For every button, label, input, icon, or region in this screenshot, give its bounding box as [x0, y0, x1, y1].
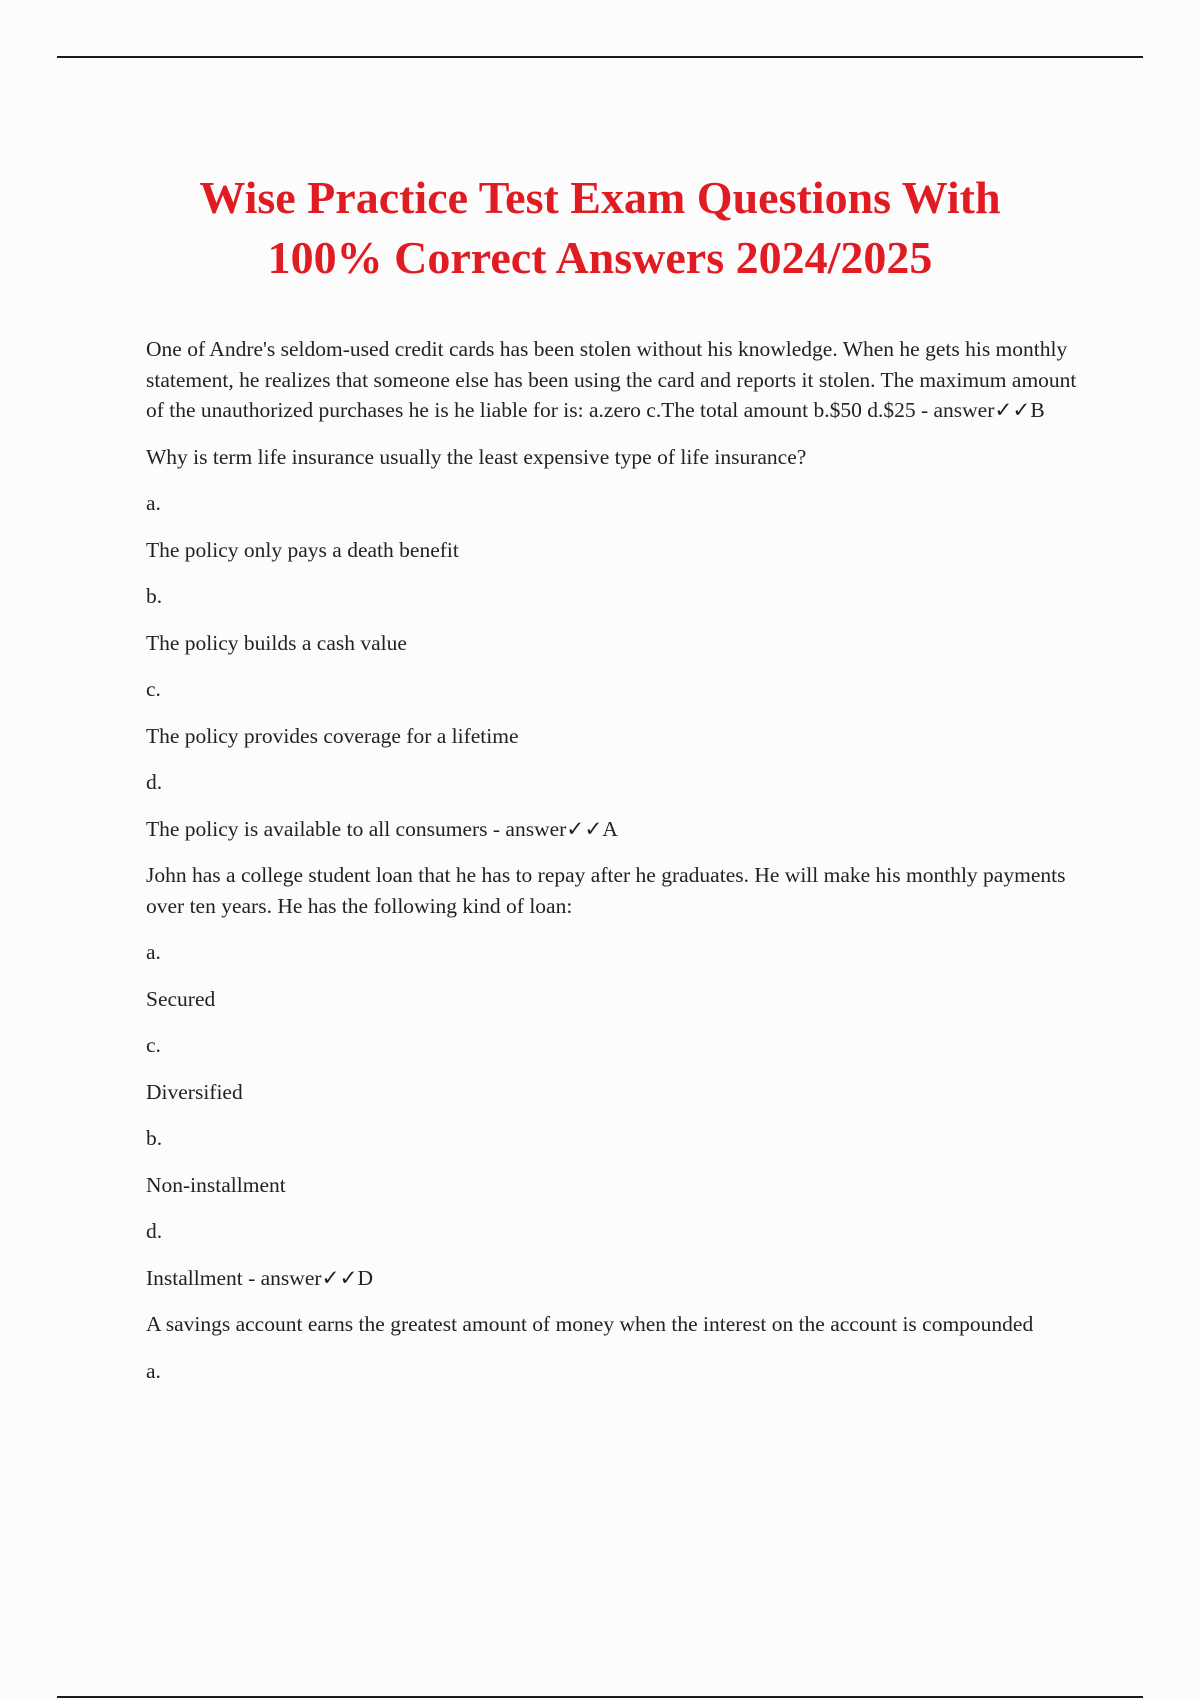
option-letter: c. — [146, 677, 161, 701]
option-text: Non-installment — [146, 1172, 286, 1197]
option-letter: a. — [146, 491, 161, 515]
title-line-2: 100% Correct Answers 2024/2025 — [267, 232, 933, 283]
document-body — [146, 334, 1096, 1402]
option-text: The policy builds a cash value — [146, 630, 407, 655]
option-text: Secured — [146, 986, 216, 1011]
document-title — [100, 168, 1100, 288]
question-1-text: One of Andre's seldom-used credit cards has been stolen without his knowledge. When he gets his monthly statement, he realizes that someone else has been using the card and reports it stolen. The maximum amount of the unauthorized purchases he is he liable for is: a.zero c.The total amount b.$50 d.$25 - answer✓✓B — [146, 337, 1077, 422]
option-text-with-answer: Installment - answer✓✓D — [146, 1265, 374, 1290]
top-rule — [57, 56, 1143, 58]
option-letter: a. — [146, 940, 161, 964]
option-letter: c. — [146, 1033, 161, 1057]
option-letter: b. — [146, 1126, 163, 1150]
bottom-rule — [57, 1696, 1143, 1698]
option-letter: b. — [146, 584, 163, 608]
option-text: Diversified — [146, 1079, 243, 1104]
option-letter: d. — [146, 770, 163, 794]
question-4-text: A savings account earns the greatest amount of money when the interest on the account is compounded — [146, 1312, 1034, 1336]
question-2-text: Why is term life insurance usually the least expensive type of life insurance? — [146, 444, 807, 469]
option-text: The policy only pays a death benefit — [146, 537, 459, 562]
title-line-1: Wise Practice Test Exam Questions With — [199, 172, 1001, 223]
option-letter: d. — [146, 1219, 163, 1243]
option-letter: a. — [146, 1358, 161, 1383]
option-text-with-answer: The policy is available to all consumers - answer✓✓A — [146, 816, 618, 841]
question-3-text: John has a college student loan that he has to repay after he graduates. He will make his monthly payments over ten years. He has the following kind of loan: — [146, 863, 1066, 918]
option-text: The policy provides coverage for a lifetime — [146, 723, 519, 748]
